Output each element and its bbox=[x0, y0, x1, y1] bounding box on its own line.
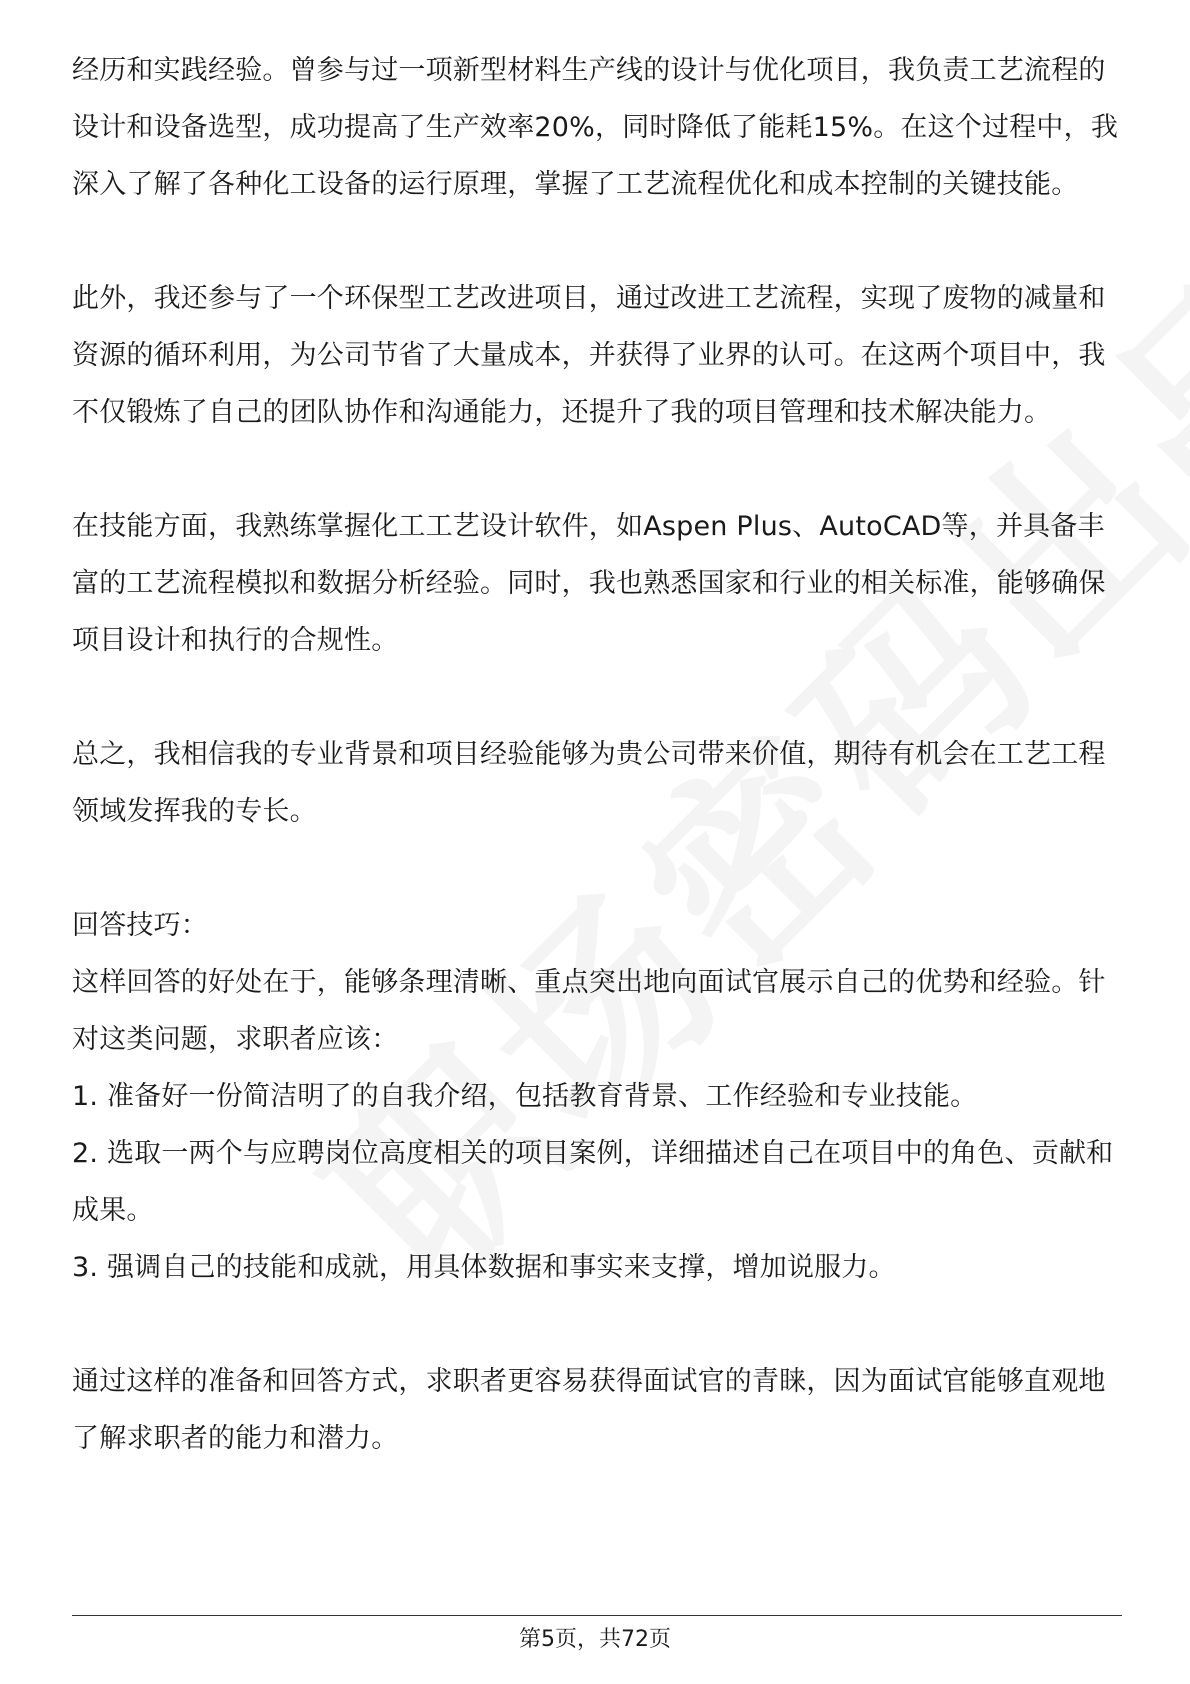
tips-heading: 回答技巧： bbox=[72, 910, 208, 941]
paragraph-closing: 通过这样的准备和回答方式，求职者更容易获得面试官的青睐，因为面试官能够直观地了解求职者的能力和潜力。 bbox=[72, 1366, 1106, 1454]
tips-item-3: 3. 强调自己的技能和成就，用具体数据和事实来支撑，增加说服力。 bbox=[72, 1252, 896, 1283]
paragraph-summary: 总之，我相信我的专业背景和项目经验能够为贵公司带来价值，期待有机会在工艺工程领域发挥我的专长。 bbox=[72, 739, 1106, 827]
footer-divider bbox=[72, 1615, 1122, 1616]
tips-item-2: 2. 选取一两个与应聘岗位高度相关的项目案例，详细描述自己在项目中的角色、贡献和成果。 bbox=[72, 1138, 1114, 1226]
tips-item-1: 1. 准备好一份简洁明了的自我介绍，包括教育背景、工作经验和专业技能。 bbox=[72, 1081, 978, 1112]
tips-intro: 这样回答的好处在于，能够条理清晰、重点突出地向面试官展示自己的优势和经验。针对这类问题，求职者应该： bbox=[72, 967, 1106, 1055]
page-number: 第5页，共72页 bbox=[519, 1627, 671, 1652]
paragraph-skills: 在技能方面，我熟练掌握化工工艺设计软件，如Aspen Plus、AutoCAD等，并具备丰富的工艺流程模拟和数据分析经验。同时，我也熟悉国家和行业的相关标准，能够确保项目设计和执行的合规性。 bbox=[72, 511, 1106, 656]
paragraph-environmental-project: 此外，我还参与了一个环保型工艺改进项目，通过改进工艺流程，实现了废物的减量和资源的循环利用，为公司节省了大量成本，并获得了业界的认可。在这两个项目中，我不仅锻炼了自己的团队协作和沟通能力，还提升了我的项目管理和技术解决能力。 bbox=[72, 283, 1106, 428]
document-body bbox=[72, 42, 1122, 1467]
paragraph-experience: 经历和实践经验。曾参与过一项新型材料生产线的设计与优化项目，我负责工艺流程的设计和设备选型，成功提高了生产效率20%，同时降低了能耗15%。在这个过程中，我深入了解了各种化工设备的运行原理，掌握了工艺流程优化和成本控制的关键技能。 bbox=[72, 55, 1119, 200]
